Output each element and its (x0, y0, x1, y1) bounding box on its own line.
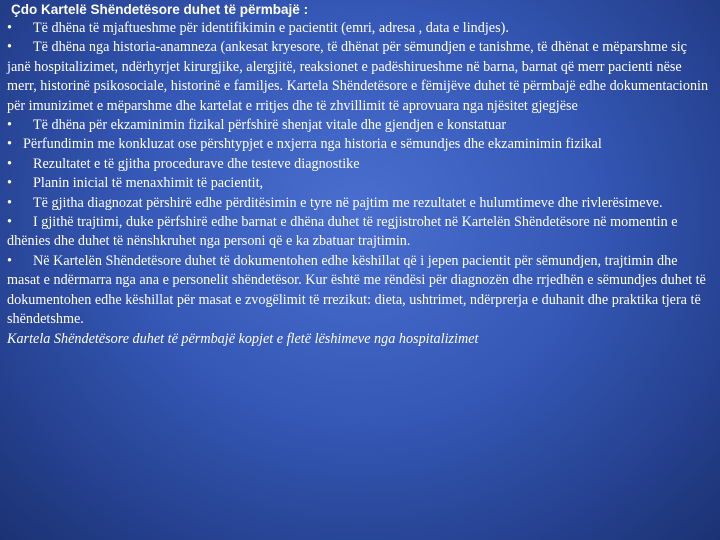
list-item-text: Të gjitha diagnozat përshirë edhe përditësimin e tyre në pajtim me rezultatet e hulumtimeve dhe rivlerësimeve. (33, 194, 663, 211)
list-item (7, 174, 714, 193)
bullet: • (7, 175, 12, 192)
footer-note: Kartela Shëndetësore duhet të përmbajë kopjet e fletë lëshimeve nga hospitalizimet (7, 330, 479, 347)
bullet: • (7, 214, 12, 231)
bullet: • (7, 136, 12, 153)
list-item-text: Të dhëna për ekzaminimin fizikal përfshirë shenjat vitale dhe gjendjen e konstatuar (33, 117, 507, 134)
bullet: • (7, 39, 12, 56)
bullet: • (7, 155, 12, 172)
list-item (7, 194, 714, 213)
list-item-text: Të dhëna të mjaftueshme për identifikimin e pacientit (emri, adresa , data e lindjes). (33, 20, 509, 36)
list-item (7, 155, 714, 174)
list-item-text: Planin inicial të menaxhimit të pacientit, (33, 175, 264, 192)
list-item (7, 116, 714, 135)
bullet: • (7, 252, 12, 269)
list-item (7, 38, 714, 116)
slide-title: Çdo Kartelë Shëndetësore duhet të përmbajë : (11, 2, 309, 17)
bullet: • (7, 20, 12, 36)
list-item (7, 213, 714, 252)
list-item-text: Në Kartelën Shëndetësore duhet të dokumentohen edhe këshillat që i jepen pacientit për sëmundjen, trajtimin dhe masat e ndërmarra nga ana e personelit shëndetësor. Kur është me rëndësi për diagnozën dhe rrjedhën e sëmundjes duhet të dokumentohen edhe këshillat për masat e zvogëlimit të rrezikut: dieta, ushtrimet, ndërprerja e duhanit dhe praktika tjera të shëndetshme. (7, 252, 706, 328)
list-item-text: Përfundimin me konkluzat ose përshtypjet e nxjerra nga historia e sëmundjes dhe ekzaminimin fizikal (23, 136, 602, 153)
list-item-text: Të dhëna nga historia-anamneza (ankesat kryesore, të dhënat për sëmundjen e tanishme, të dhënat e mëparshme siç janë hospitalizimet, ndërhyrjet kirurgjike, alergjitë, reaksionet e padëshirueshme në barna, barnat që merr pacienti nëse merr, historinë psikosociale, historinë e familjes. Kartela Shëndetësore e fëmijëve duhet të përmbajë edhe dokumentacionin për imunizimet e mëparshme dhe kartelat e rritjes dhe të zhvillimit të aprovuara nga njësitet gjegjëse (7, 39, 709, 114)
bullet: • (7, 194, 12, 211)
list-item-text: I gjithë trajtimi, duke përfshirë edhe barnat e dhëna duhet të regjistrohet në Kartelën Shëndetësore në momentin e dhënies dhe duhet të nënshkruhet nga personi që e ka zbatuar trajtimin. (7, 214, 678, 250)
list-item (7, 19, 714, 38)
list-item (7, 252, 714, 330)
list-item-text: Rezultatet e të gjitha procedurave dhe testeve diagnostike (33, 155, 360, 172)
list-item (7, 135, 714, 154)
bullet: • (7, 117, 12, 134)
